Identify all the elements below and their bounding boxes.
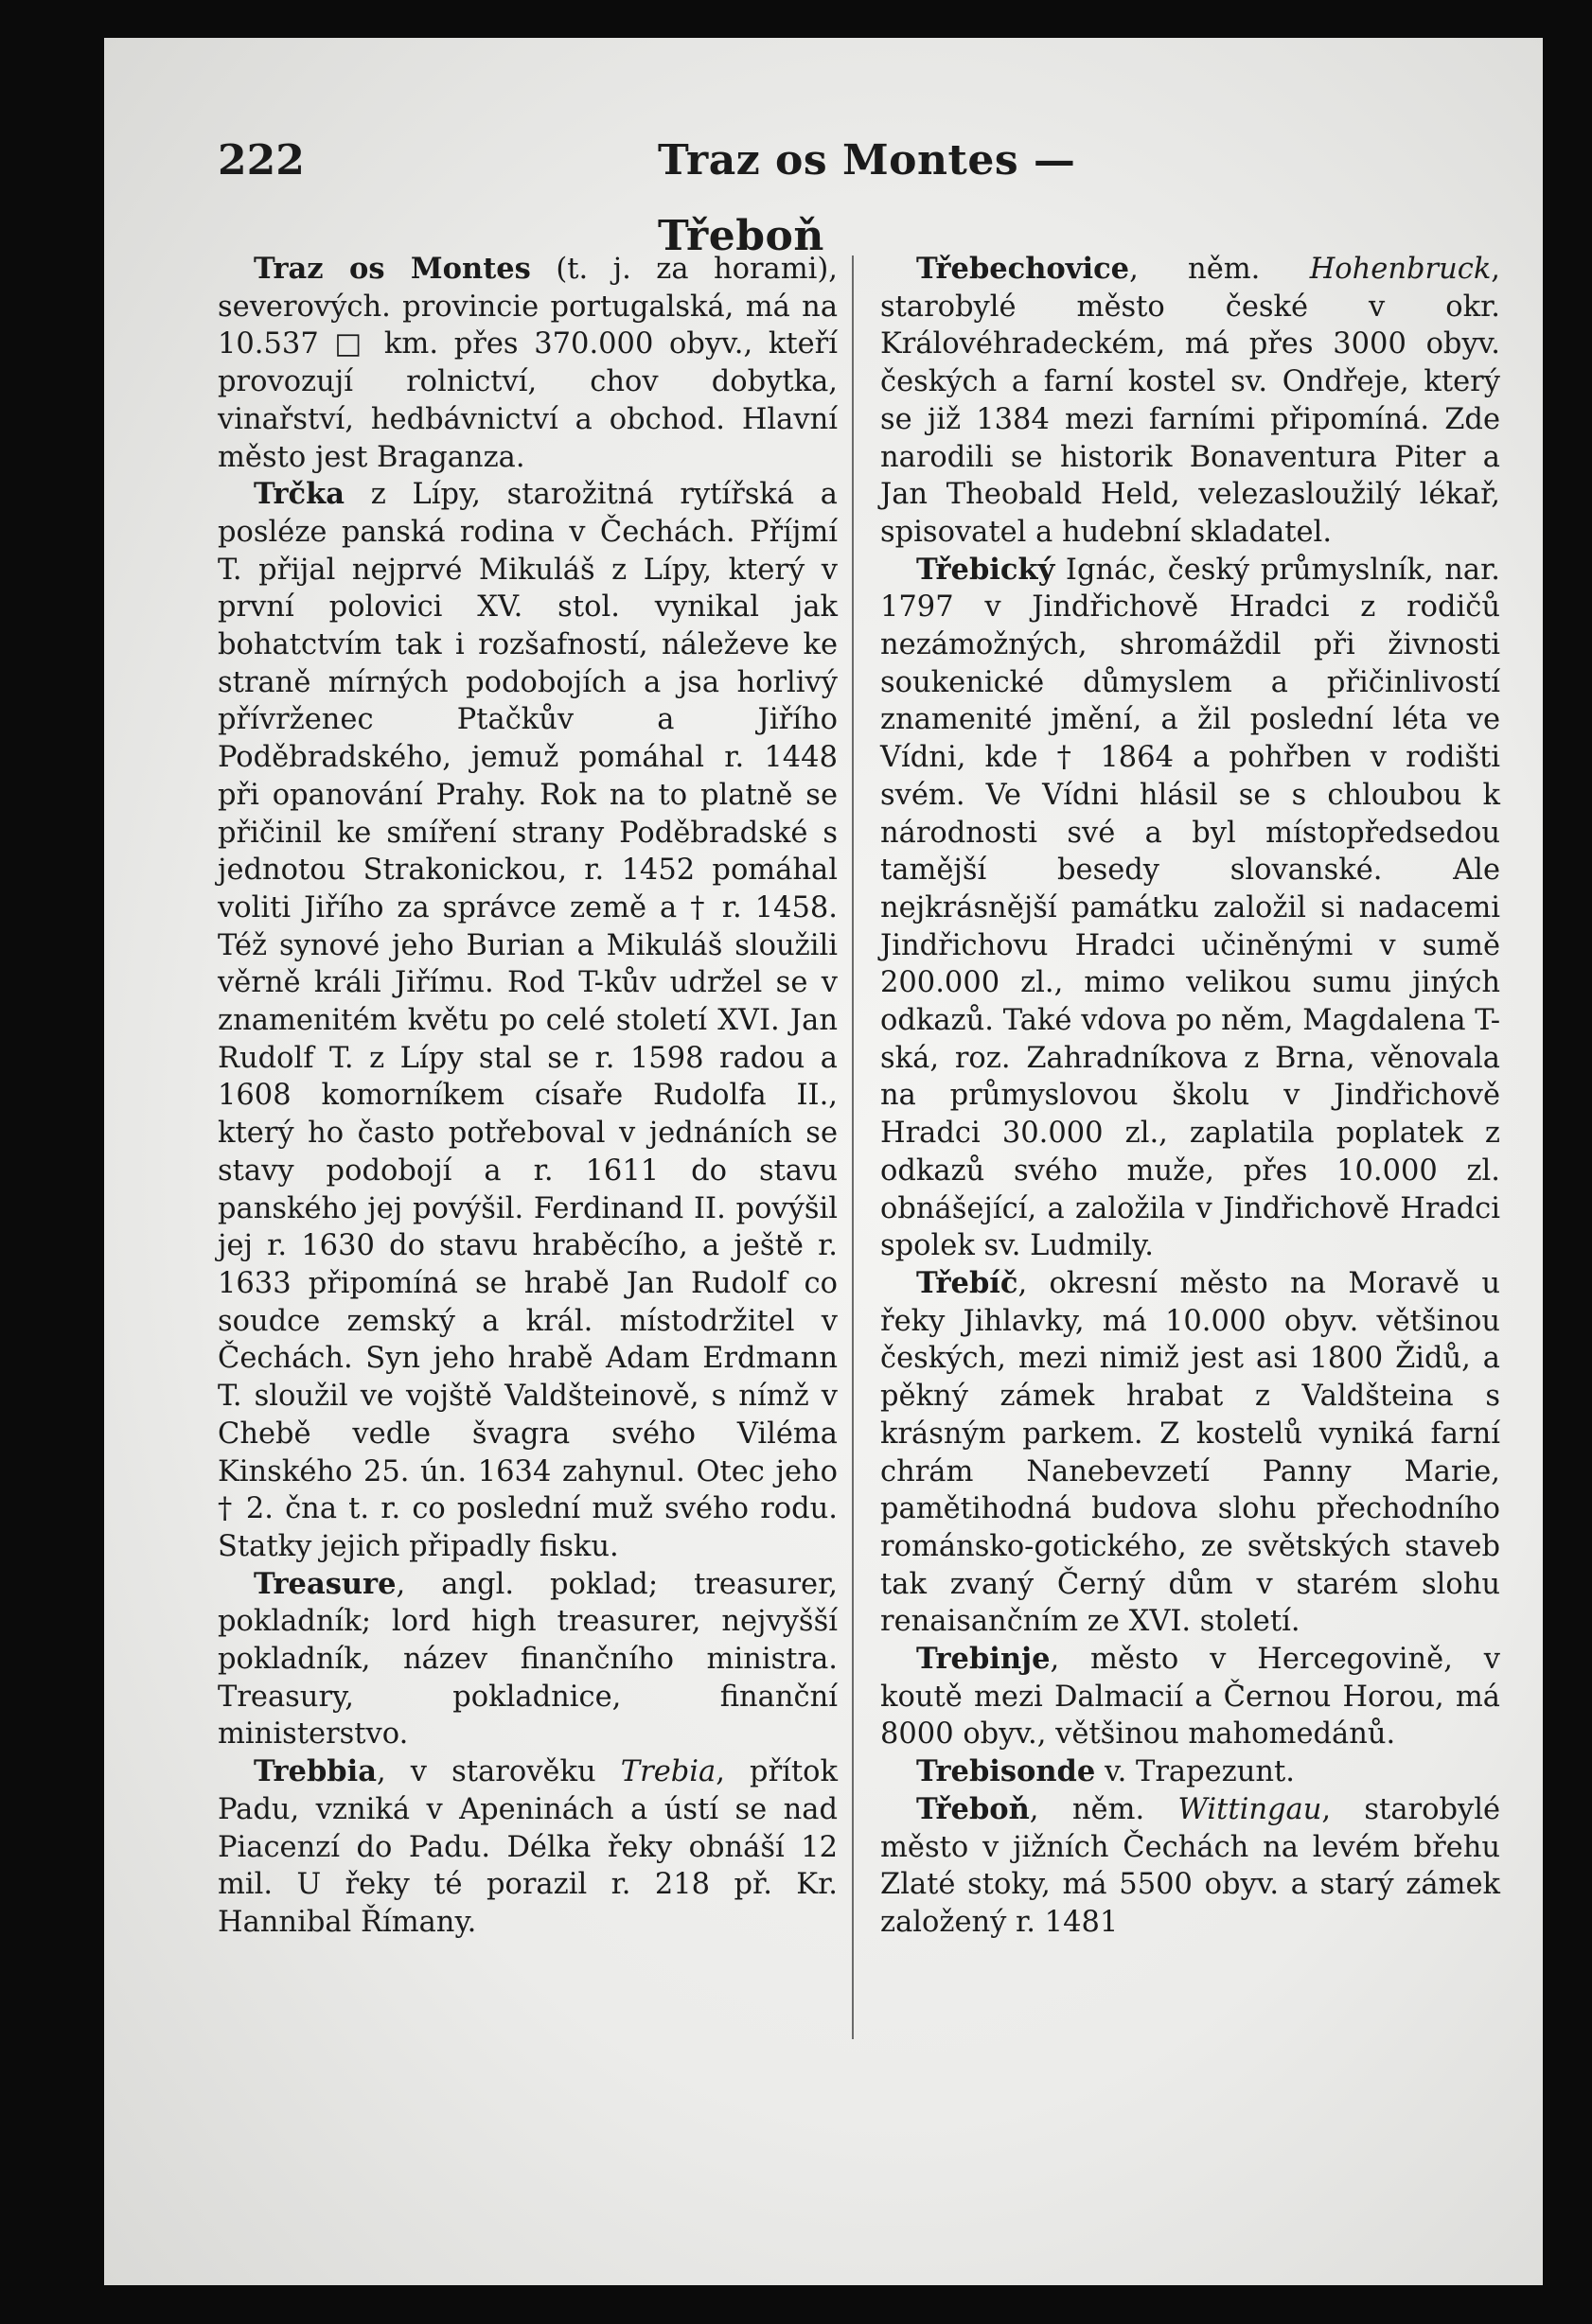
headword: Třebický <box>916 552 1055 587</box>
entry-trebisonde <box>880 1753 1500 1791</box>
book-page <box>104 38 1543 2285</box>
entry-text: z Lípy, starožitná rytířská a posléze panská rodina v Čechách. Příjmí T. přijal nejprvé Mikuláš z Lípy, který v první polovici XV. stol. vynikal jak bohatctvím tak i rozšafností, náleževe ke straně mírných podobojích a jsa horlivý přívrženec Ptačkův a Jiřího Poděbradského, jemuž pomáhal r. 1448 při opanování Prahy. Rok na to platně se přičinil ke smíření strany Poděbradské s jednotou Strakonickou, r. 1452 pomáhal voliti Jiřího za správce země a † r. 1458. Též synové jeho Burian a Mikuláš sloužili věrně králi Jiřímu. Rod T-kův udržel se v znamenitém květu po celé století XVI. Jan Rudolf T. z Lípy stal se r. 1598 radou a 1608 komorníkem císaře Rudolfa II., který ho často potřeboval v jednáních se stavy podobojí a r. 1611 do stavu panského jej povýšil. Ferdinand II. povýšil jej r. 1630 do stavu hraběcího, a ještě r. 1633 připomíná se hrabě Jan Rudolf co soudce zemský a král. místodržitel v Čechách. Syn jeho hrabě Adam Erdmann T. sloužil ve vojště Valdšteinově, s nímž v Chebě vedle švagra svého Viléma Kinského 25. ún. 1634 zahynul. Otec jeho † 2. čna t. r. co poslední muž svého rodu. Statky jejich připadly fisku. <box>218 478 838 1563</box>
headword: Trebisonde <box>916 1754 1096 1789</box>
entry-trebic <box>880 1265 1500 1641</box>
entry-gloss: Wittingau <box>1177 1792 1322 1826</box>
running-head: Traz os Montes — Třeboň <box>658 136 1076 260</box>
entry-text: , starobylé město české v okr. Královéhradeckém, má přes 3000 obyv. českých a farní kostel sv. Ondřeje, který se již 1384 mezi farními připomíná. Zde narodili se historik Bonaventura Piter a Jan Theobald Held, velezasloužilý lékař, spisovatel a hudební skladatel. <box>880 253 1500 549</box>
entry-trebon <box>880 1791 1500 1942</box>
left-column <box>218 251 838 1942</box>
headword: Třebíč <box>916 1265 1018 1300</box>
page-number: 222 <box>218 136 305 185</box>
entry-text: , něm. <box>1129 253 1310 286</box>
entry-traz-os-montes <box>218 251 838 476</box>
entry-text: Ignác, český průmyslník, nar. 1797 v Jindřichově Hradci z rodičů nezámožných, shromáždil při živnosti soukenické důmyslem a přičinlivostí znamenité jmění, a žil poslední léta ve Vídni, kde † 1864 a pohřben v rodišti svém. Ve Vídni hlásil se s chloubou k národnosti své a byl místopředsedou tamější besedy slovanské. Ale nejkrásnější památku založil si nadacemi Jindřichovu Hradci učiněnými v sumě 200.000 zl., mimo velikou sumu jiných odkazů. Také vdova po něm, Magdalena T-ská, roz. Zahradníkova z Brna, věnovala na průmyslovou školu v Jindřichově Hradci 30.000 zl., zaplatila poplatek z odkazů svého muže, přes 10.000 zl. obnášející, a založila v Jindřichově Hradci spolek sv. Ludmily. <box>880 553 1500 1263</box>
entry-trcka <box>218 476 838 1565</box>
entry-text: (t. j. za horami), severových. provincie portugalská, má na 10.537 □ km. přes 370.000 obyv., kteří provozují rolnictví, chov dobytka, vinařství, hedbávnictví a obchod. Hlavní město jest Braganza. <box>218 253 838 474</box>
entry-text: , město v Hercegovině, v koutě mezi Dalmacií a Černou Horou, má 8000 obyv., většinou mahomedánů. <box>880 1643 1500 1752</box>
headword: Třeboň <box>916 1791 1030 1826</box>
headword: Trebinje <box>916 1642 1051 1677</box>
page-header <box>218 123 1221 260</box>
entry-text: , starobylé město v jižních Čechách na levém břehu Zlaté stoky, má 5500 obyv. a starý zámek založený r. 1481 <box>880 1792 1500 1939</box>
entry-text: v. Trapezunt. <box>1095 1755 1295 1789</box>
entry-text: , přítok Padu, vzniká v Apeninách a ústí se nad Piacenzí do Padu. Délka řeky obnáší 12 mil. U řeky té porazil r. 218 př. Kr. Hannibal Římany. <box>218 1755 839 1939</box>
entry-treasure <box>218 1566 838 1754</box>
entry-text: , v starověku <box>376 1755 621 1789</box>
entry-text: , okresní město na Moravě u řeky Jihlavky, má 10.000 obyv. většinou českých, mezi nimiž jest asi 1800 Židů, a pěkný zámek hrabat z Valdšteina s krásným parkem. Z kostelů vyniká farní chrám Nanebevzetí Panny Marie, pamětihodná budova slohu přechodního románsko-gotického, ze světských staveb tak zvaný Černý dům v starém slohu renaisančním ze XVI. století. <box>880 1266 1500 1639</box>
headword: Treasure <box>254 1566 397 1601</box>
entry-trebicky <box>880 552 1500 1265</box>
headword: Třebechovice <box>916 252 1130 286</box>
entry-gloss: Hohenbruck <box>1309 253 1492 286</box>
entry-trebinje <box>880 1641 1500 1753</box>
headword: Trčka <box>254 477 345 512</box>
right-column <box>880 251 1500 1942</box>
column-divider <box>852 255 854 2039</box>
headword: Traz os Montes <box>254 252 531 286</box>
entry-gloss: Trebia <box>620 1755 716 1789</box>
entry-text: , něm. <box>1029 1792 1178 1826</box>
entry-text: , angl. poklad; treasurer, pokladník; lord high treasurer, nejvyšší pokladník, název finančního ministra. Treasury, pokladnice, finanční ministerstvo. <box>218 1567 838 1752</box>
entry-trebbia <box>218 1753 838 1942</box>
headword: Trebbia <box>254 1754 377 1789</box>
entry-trebechovice <box>880 251 1500 552</box>
